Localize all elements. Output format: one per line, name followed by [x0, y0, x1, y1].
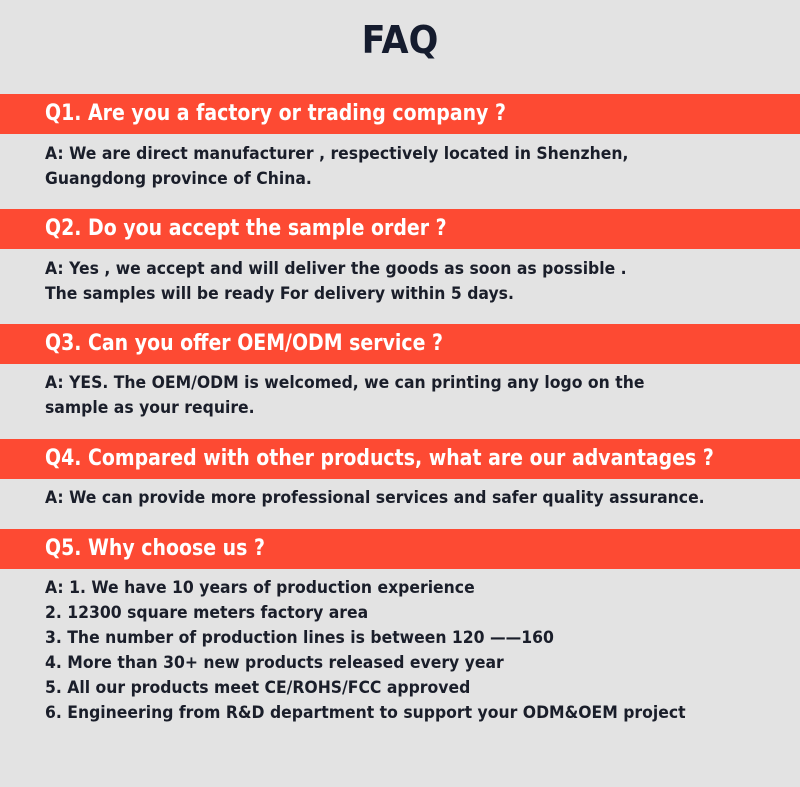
- question-2: Q2. Do you accept the sample order ?: [0, 209, 800, 249]
- question-3: Q3. Can you offer OEM/ODM service ?: [0, 324, 800, 364]
- answer-line: A: We are direct manufacturer , respectively located in Shenzhen,: [45, 144, 629, 164]
- answer-line: 5. All our products meet CE/ROHS/FCC approved: [45, 678, 471, 698]
- answer-line: Guangdong province of China.: [45, 169, 312, 189]
- answer-1: [45, 142, 765, 192]
- answer-4: [45, 486, 765, 511]
- page-title: FAQ: [361, 18, 439, 62]
- answer-2: [45, 257, 765, 307]
- answer-line: A: 1. We have 10 years of production experience: [45, 578, 475, 598]
- answer-line: 6. Engineering from R&D department to support your ODM&OEM project: [45, 703, 686, 723]
- question-4: Q4. Compared with other products, what are our advantages ?: [0, 439, 800, 479]
- answer-line: A: YES. The OEM/ODM is welcomed, we can printing any logo on the: [45, 373, 645, 393]
- answer-line: sample as your require.: [45, 398, 255, 418]
- answer-line: 4. More than 30+ new products released every year: [45, 653, 504, 673]
- answer-3: [45, 371, 765, 421]
- answer-5: [45, 576, 765, 726]
- answer-line: A: Yes , we accept and will deliver the goods as soon as possible .: [45, 259, 627, 279]
- question-1: Q1. Are you a factory or trading company ?: [0, 94, 800, 134]
- answer-line: A: We can provide more professional services and safer quality assurance.: [45, 488, 705, 508]
- question-5: Q5. Why choose us ?: [0, 529, 800, 569]
- answer-line: 2. 12300 square meters factory area: [45, 603, 369, 623]
- answer-line: The samples will be ready For delivery within 5 days.: [45, 284, 514, 304]
- answer-line: 3. The number of production lines is between 120 ——160: [45, 628, 554, 648]
